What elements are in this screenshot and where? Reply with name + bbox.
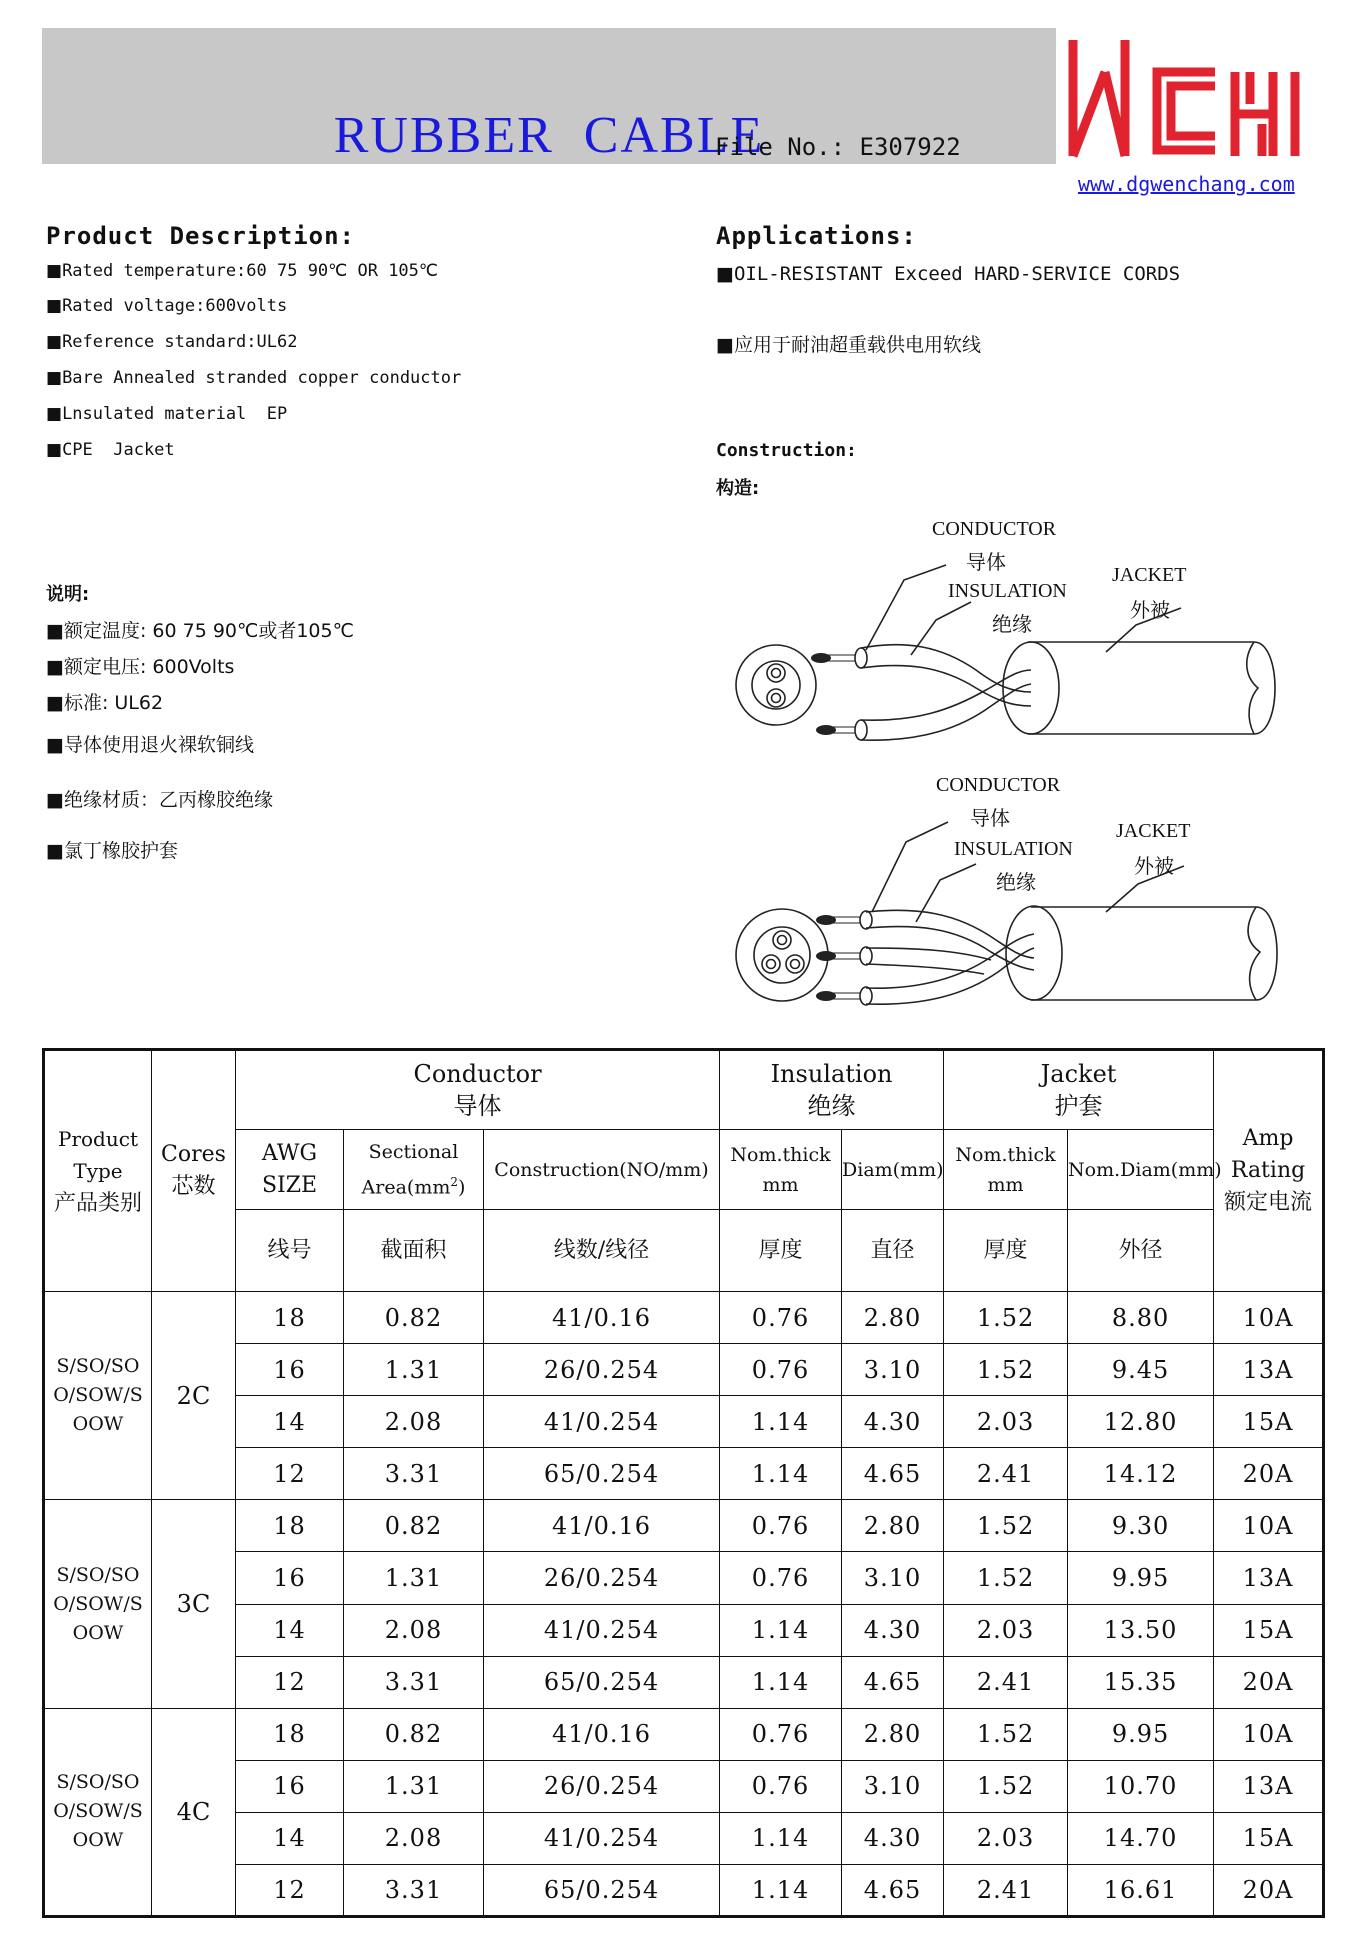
awg-cell: 16 — [236, 1760, 344, 1812]
header-amp-rating: Amp Rating 额定电流 — [1214, 1050, 1324, 1292]
ins-thick-cell: 1.14 — [720, 1604, 842, 1656]
jac-diam-cell: 8.80 — [1068, 1292, 1214, 1344]
label-conductor-cn: 导体 — [966, 550, 1006, 574]
awg-cell: 18 — [236, 1708, 344, 1760]
table-row — [44, 1344, 1324, 1396]
area-cell: 2.08 — [344, 1812, 484, 1864]
ins-diam-cell: 2.80 — [842, 1708, 944, 1760]
ins-diam-cell: 2.80 — [842, 1500, 944, 1552]
header-jac-thick-cn: 厚度 — [944, 1210, 1068, 1292]
label-conductor-cn: 导体 — [970, 806, 1010, 830]
cross-section-outer — [736, 909, 828, 1001]
table-row — [44, 1396, 1324, 1448]
ins-thick-cell: 1.14 — [720, 1396, 842, 1448]
cn-description-item: ■标准: UL62 — [46, 692, 164, 714]
area-cell: 2.08 — [344, 1396, 484, 1448]
header-awg-cn: 线号 — [236, 1210, 344, 1292]
jac-diam-cell: 10.70 — [1068, 1760, 1214, 1812]
description-item: ■Bare Annealed stranded copper conductor — [46, 368, 462, 388]
description-item: ■Rated temperature:60 75 90℃ OR 105℃ — [46, 261, 438, 281]
label-conductor: CONDUCTOR — [936, 774, 1061, 796]
construction-cell: 26/0.254 — [484, 1344, 720, 1396]
amp-cell: 15A — [1214, 1396, 1324, 1448]
construction-cell: 26/0.254 — [484, 1760, 720, 1812]
area-cell: 0.82 — [344, 1708, 484, 1760]
amp-cell: 15A — [1214, 1604, 1324, 1656]
construction-heading: Construction: — [716, 440, 857, 461]
jac-diam-cell: 16.61 — [1068, 1864, 1214, 1916]
label-jacket-cn: 外被 — [1130, 598, 1170, 622]
ins-thick-cell: 0.76 — [720, 1344, 842, 1396]
ins-diam-cell: 3.10 — [842, 1344, 944, 1396]
amp-cell: 20A — [1214, 1448, 1324, 1500]
awg-cell: 14 — [236, 1396, 344, 1448]
ins-thick-cell: 0.76 — [720, 1760, 842, 1812]
header-row-top — [44, 1050, 1324, 1130]
jac-thick-cell: 1.52 — [944, 1708, 1068, 1760]
header-ins-thick: Nom.thick mm — [720, 1130, 842, 1210]
description-item: ■Lnsulated material EP — [46, 404, 288, 424]
product-type-cell: S/SO/SOO/SOW/SOOW — [44, 1292, 152, 1500]
construction-cell: 65/0.254 — [484, 1448, 720, 1500]
applications-heading: Applications: — [716, 222, 917, 250]
amp-cell: 10A — [1214, 1292, 1324, 1344]
document-title: RUBBER CABLE — [333, 107, 765, 164]
header-jac-diam: Nom.Diam(mm) — [1068, 1130, 1214, 1210]
area-cell: 2.08 — [344, 1604, 484, 1656]
table-row — [44, 1656, 1324, 1708]
spec-table — [42, 1048, 1325, 1918]
jac-diam-cell: 13.50 — [1068, 1604, 1214, 1656]
amp-cell: 20A — [1214, 1864, 1324, 1916]
description-heading: Product Description: — [46, 222, 355, 250]
header-ins-thick-cn: 厚度 — [720, 1210, 842, 1292]
construction-cell: 65/0.254 — [484, 1656, 720, 1708]
cn-description-item: ■额定温度: 60 75 90℃或者105℃ — [46, 620, 354, 642]
label-jacket: JACKET — [1116, 820, 1191, 842]
cn-description-item: ■导体使用退火裸软铜线 — [46, 734, 254, 756]
cable-diagram-2-core — [726, 510, 1286, 755]
jac-thick-cell: 2.03 — [944, 1604, 1068, 1656]
ins-diam-cell: 4.30 — [842, 1396, 944, 1448]
header-conductor: Conductor 导体 — [236, 1050, 720, 1130]
jac-thick-cell: 2.41 — [944, 1864, 1068, 1916]
awg-cell: 16 — [236, 1552, 344, 1604]
jac-thick-cell: 2.41 — [944, 1656, 1068, 1708]
area-cell: 1.31 — [344, 1552, 484, 1604]
cn-description-item: ■绝缘材质：乙丙橡胶绝缘 — [46, 789, 273, 811]
jac-thick-cell: 1.52 — [944, 1552, 1068, 1604]
jac-thick-cell: 2.03 — [944, 1812, 1068, 1864]
construction-cell: 41/0.254 — [484, 1812, 720, 1864]
amp-cell: 20A — [1214, 1656, 1324, 1708]
area-cell: 1.31 — [344, 1760, 484, 1812]
table-row — [44, 1864, 1324, 1916]
ins-thick-cell: 1.14 — [720, 1864, 842, 1916]
ins-diam-cell: 4.65 — [842, 1448, 944, 1500]
amp-cell: 15A — [1214, 1812, 1324, 1864]
awg-cell: 16 — [236, 1344, 344, 1396]
header-area-cn: 截面积 — [344, 1210, 484, 1292]
table-row — [44, 1760, 1324, 1812]
jac-thick-cell: 1.52 — [944, 1760, 1068, 1812]
cores-cell: 3C — [152, 1500, 236, 1708]
cn-description-item: ■氯丁橡胶护套 — [46, 840, 178, 862]
jac-thick-cell: 1.52 — [944, 1500, 1068, 1552]
label-insulation: INSULATION — [954, 838, 1073, 860]
cable-diagram-3-core — [726, 762, 1286, 1007]
awg-cell: 18 — [236, 1292, 344, 1344]
header-insulation: Insulation 绝缘 — [720, 1050, 944, 1130]
cross-section-outer — [736, 645, 816, 725]
table-row — [44, 1812, 1324, 1864]
amp-cell: 13A — [1214, 1552, 1324, 1604]
header-jacket: Jacket 护套 — [944, 1050, 1214, 1130]
jac-thick-cell: 1.52 — [944, 1344, 1068, 1396]
product-type-cell: S/SO/SOO/SOW/SOOW — [44, 1708, 152, 1916]
ins-diam-cell: 2.80 — [842, 1292, 944, 1344]
ins-thick-cell: 0.76 — [720, 1500, 842, 1552]
table-row — [44, 1500, 1324, 1552]
area-cell: 3.31 — [344, 1656, 484, 1708]
ins-thick-cell: 1.14 — [720, 1656, 842, 1708]
header-cores: Cores 芯数 — [152, 1050, 236, 1292]
amp-cell: 10A — [1214, 1500, 1324, 1552]
jac-thick-cell: 2.03 — [944, 1396, 1068, 1448]
awg-cell: 14 — [236, 1812, 344, 1864]
amp-cell: 13A — [1214, 1760, 1324, 1812]
table-row — [44, 1604, 1324, 1656]
application-item: ■OIL-RESISTANT Exceed HARD-SERVICE CORDS — [716, 263, 1181, 285]
ins-diam-cell: 3.10 — [842, 1552, 944, 1604]
construction-heading-cn: 构造: — [716, 478, 760, 499]
header-row-sub — [44, 1130, 1324, 1210]
table-row — [44, 1448, 1324, 1500]
jac-diam-cell: 9.95 — [1068, 1708, 1214, 1760]
ins-thick-cell: 0.76 — [720, 1292, 842, 1344]
area-cell: 3.31 — [344, 1448, 484, 1500]
header-jac-thick: Nom.thick mm — [944, 1130, 1068, 1210]
amp-cell: 10A — [1214, 1708, 1324, 1760]
table-row — [44, 1552, 1324, 1604]
ins-diam-cell: 3.10 — [842, 1760, 944, 1812]
construction-cell: 41/0.16 — [484, 1708, 720, 1760]
header-row-cn — [44, 1210, 1324, 1292]
table-row — [44, 1292, 1324, 1344]
amp-cell: 13A — [1214, 1344, 1324, 1396]
construction-cell: 41/0.16 — [484, 1292, 720, 1344]
label-conductor: CONDUCTOR — [932, 518, 1057, 540]
awg-cell: 12 — [236, 1448, 344, 1500]
ins-thick-cell: 1.14 — [720, 1448, 842, 1500]
area-cell: 0.82 — [344, 1500, 484, 1552]
description-item: ■Reference standard:UL62 — [46, 332, 298, 352]
cores-cell: 4C — [152, 1708, 236, 1916]
jac-diam-cell: 15.35 — [1068, 1656, 1214, 1708]
jac-diam-cell: 12.80 — [1068, 1396, 1214, 1448]
jac-diam-cell: 9.30 — [1068, 1500, 1214, 1552]
ins-diam-cell: 4.30 — [842, 1812, 944, 1864]
construction-cell: 41/0.254 — [484, 1604, 720, 1656]
header-ins-diam-cn: 直径 — [842, 1210, 944, 1292]
ins-diam-cell: 4.65 — [842, 1656, 944, 1708]
description-item: ■Rated voltage:600volts — [46, 296, 288, 316]
awg-cell: 12 — [236, 1864, 344, 1916]
label-insulation-cn: 绝缘 — [992, 612, 1032, 636]
product-type-cell: S/SO/SOO/SOW/SOOW — [44, 1500, 152, 1708]
jac-diam-cell: 9.95 — [1068, 1552, 1214, 1604]
table-row — [44, 1708, 1324, 1760]
awg-cell: 12 — [236, 1656, 344, 1708]
jac-thick-cell: 2.41 — [944, 1448, 1068, 1500]
website-link[interactable]: www.dgwenchang.com — [1078, 172, 1295, 196]
header-ins-diam: Diam(mm) — [842, 1130, 944, 1210]
area-cell: 3.31 — [344, 1864, 484, 1916]
area-cell: 0.82 — [344, 1292, 484, 1344]
header-construction-cn: 线数/线径 — [484, 1210, 720, 1292]
ins-thick-cell: 0.76 — [720, 1552, 842, 1604]
label-insulation: INSULATION — [948, 580, 1067, 602]
label-insulation-cn: 绝缘 — [996, 870, 1036, 894]
construction-cell: 26/0.254 — [484, 1552, 720, 1604]
construction-cell: 65/0.254 — [484, 1864, 720, 1916]
jac-diam-cell: 9.45 — [1068, 1344, 1214, 1396]
header-construction: Construction(NO/mm) — [484, 1130, 720, 1210]
ins-diam-cell: 4.30 — [842, 1604, 944, 1656]
ins-thick-cell: 1.14 — [720, 1812, 842, 1864]
header-jac-diam-cn: 外径 — [1068, 1210, 1214, 1292]
area-cell: 1.31 — [344, 1344, 484, 1396]
file-number: File No.: E307922 — [715, 133, 961, 161]
cores-cell: 2C — [152, 1292, 236, 1500]
label-jacket-cn: 外被 — [1134, 854, 1174, 878]
application-item: ■应用于耐油超重载供电用软线 — [716, 334, 981, 356]
ins-thick-cell: 0.76 — [720, 1708, 842, 1760]
header-sectional-area: Sectional $Area(mm^2)$ — [344, 1130, 484, 1210]
cn-description-heading: 说明: — [46, 584, 90, 605]
description-item: ■CPE Jacket — [46, 440, 175, 460]
cn-description-item: ■额定电压: 600Volts — [46, 656, 235, 678]
header-awg: AWG SIZE — [236, 1130, 344, 1210]
header-product-type: Product Type 产品类别 — [44, 1050, 152, 1292]
jac-thick-cell: 1.52 — [944, 1292, 1068, 1344]
jac-diam-cell: 14.70 — [1068, 1812, 1214, 1864]
construction-cell: 41/0.16 — [484, 1500, 720, 1552]
awg-cell: 14 — [236, 1604, 344, 1656]
construction-cell: 41/0.254 — [484, 1396, 720, 1448]
label-jacket: JACKET — [1112, 564, 1187, 586]
jac-diam-cell: 14.12 — [1068, 1448, 1214, 1500]
ins-diam-cell: 4.65 — [842, 1864, 944, 1916]
awg-cell: 18 — [236, 1500, 344, 1552]
company-logo — [1065, 28, 1315, 168]
